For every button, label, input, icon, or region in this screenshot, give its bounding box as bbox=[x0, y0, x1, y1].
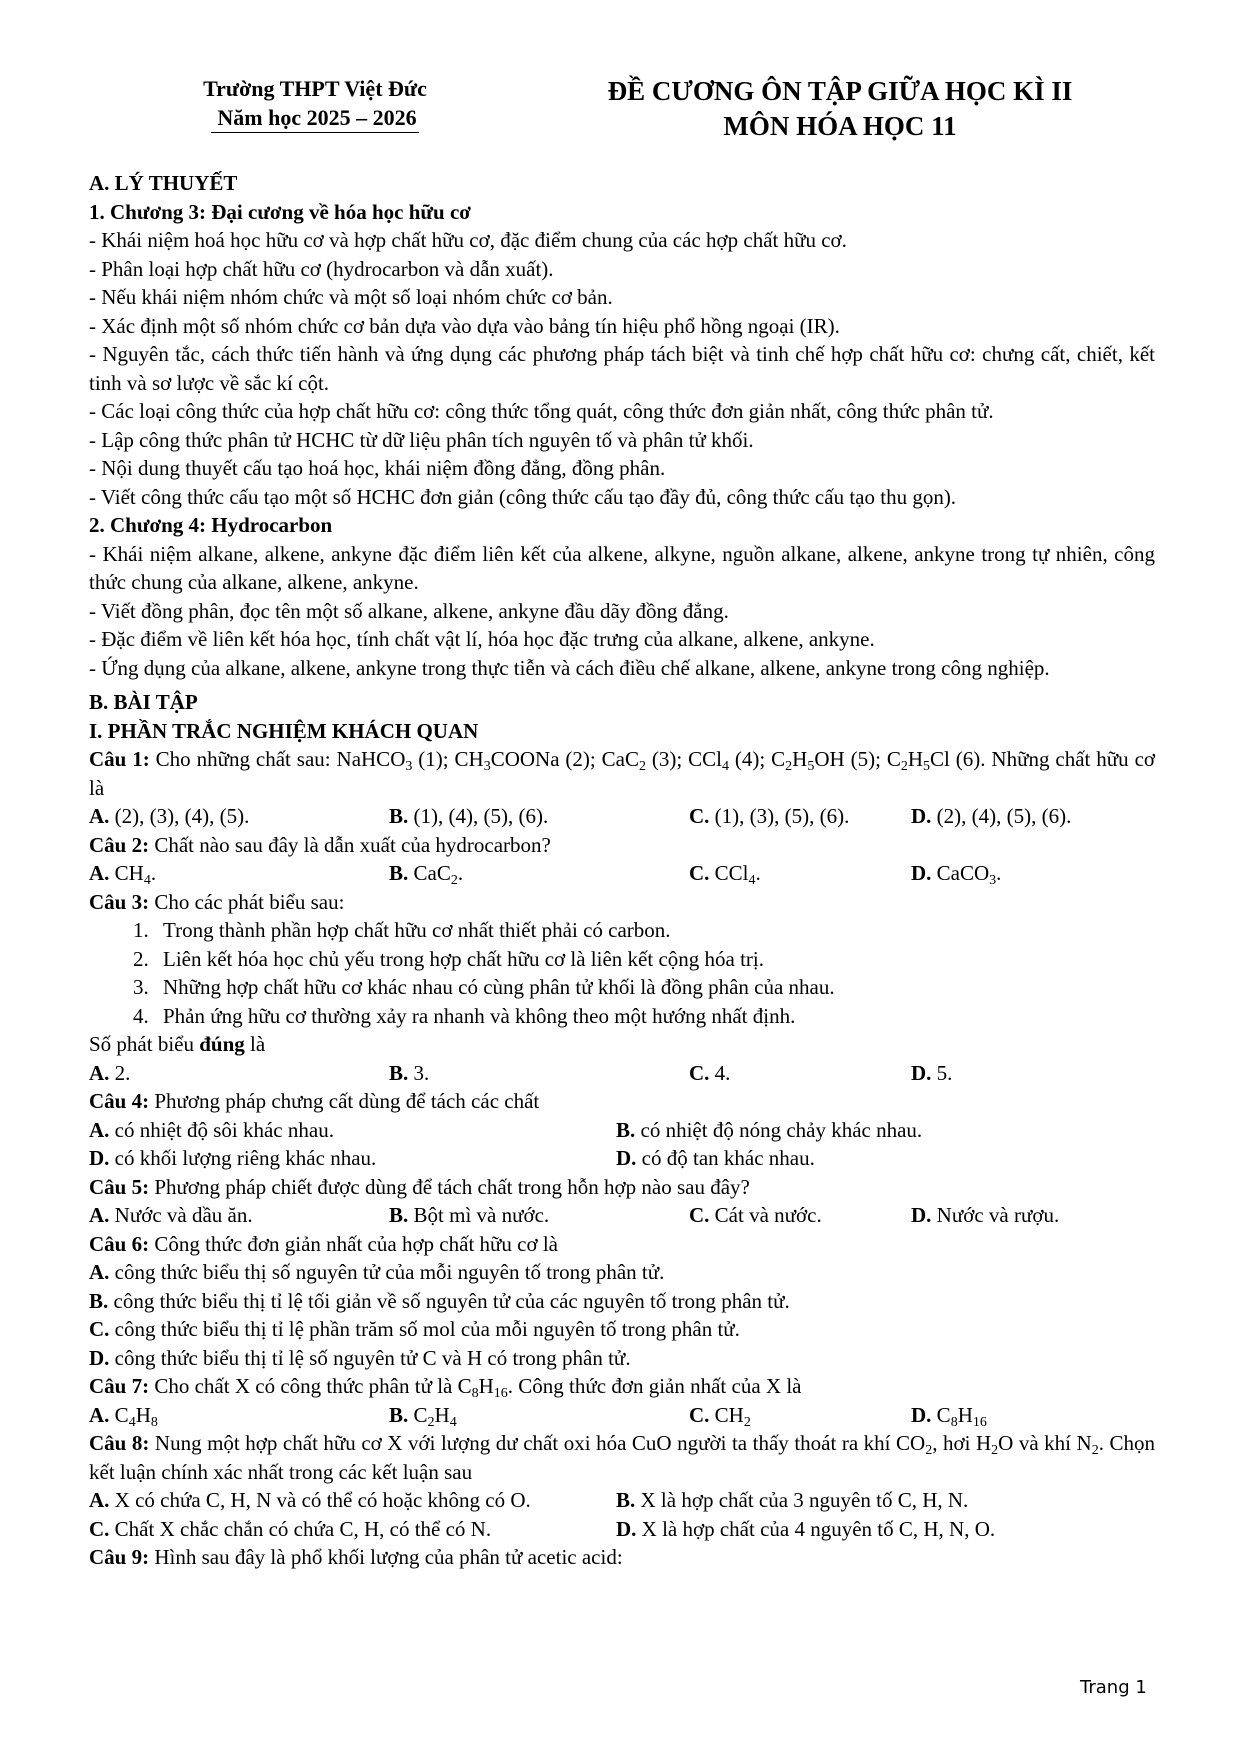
question-8 bbox=[89, 1429, 1155, 1486]
option-c bbox=[89, 1144, 616, 1173]
subscript: 16 bbox=[972, 1414, 987, 1430]
option-key: C. bbox=[89, 1516, 110, 1541]
list-item: - Lập công thức phân tử HCHC từ dữ liệu phân tích nguyên tố và phân tử khối. bbox=[89, 427, 754, 452]
option-a bbox=[89, 1258, 1155, 1287]
option-a bbox=[89, 1201, 389, 1230]
option-text: công thức biểu thị tỉ lệ phần trăm số mol của mỗi nguyên tố trong phân tử. bbox=[109, 1317, 740, 1341]
title-line-2: MÔN HÓA HỌC 11 bbox=[723, 111, 957, 141]
title-line-1: ĐỀ CƯƠNG ÔN TẬP GIỮA HỌC KÌ II bbox=[607, 76, 1073, 106]
option-b bbox=[389, 802, 689, 831]
question-text: O và khí N bbox=[998, 1431, 1092, 1455]
option-text: có khối lượng riêng khác nhau. bbox=[109, 1146, 377, 1170]
option-text: CH bbox=[109, 861, 144, 885]
option-key: C. bbox=[689, 1203, 710, 1227]
statement-number: 3. bbox=[133, 975, 149, 999]
option-key: B. bbox=[389, 861, 409, 885]
option-key: D. bbox=[911, 1203, 932, 1227]
option-a bbox=[89, 1401, 389, 1430]
option-text: X có chứa C, H, N và có thể có hoặc không có O. bbox=[109, 1488, 531, 1512]
option-text: (1), (3), (5), (6). bbox=[709, 804, 850, 828]
option-text: công thức biểu thị tỉ lệ tối giản về số nguyên tử của các nguyên tố trong phân tử. bbox=[108, 1288, 790, 1313]
option-key: D. bbox=[89, 1345, 110, 1370]
list-item: - Viết đồng phân, đọc tên một số alkane, alkene, ankyne đầu dãy đồng đẳng. bbox=[89, 598, 729, 623]
option-d bbox=[911, 1201, 1155, 1230]
list-item: - Viết công thức cấu tạo một số HCHC đơn giản (công thức cấu tạo đầy đủ, công thức cấu tạo thu gọn). bbox=[89, 484, 957, 509]
chapter-4-title: 2. Chương 4: Hydrocarbon bbox=[89, 513, 333, 537]
subscript: 3 bbox=[405, 759, 413, 774]
question-label: Câu 9: bbox=[89, 1545, 150, 1569]
subscript: 2 bbox=[743, 1414, 751, 1430]
option-d bbox=[911, 1401, 1155, 1430]
question-text-bold: đúng bbox=[199, 1032, 245, 1056]
option-c bbox=[689, 1201, 911, 1230]
question-3 bbox=[89, 888, 1155, 917]
subscript: 2 bbox=[991, 1443, 999, 1458]
option-key: C. bbox=[689, 861, 710, 885]
option-b bbox=[389, 859, 689, 888]
statement-number: 4. bbox=[133, 1003, 149, 1028]
option-key: D. bbox=[911, 1402, 932, 1427]
option-text: H bbox=[135, 1402, 151, 1427]
option-text: H bbox=[434, 1402, 450, 1427]
option-key: B. bbox=[89, 1288, 109, 1313]
statement-list bbox=[89, 916, 1155, 1030]
school-name: Trường THPT Việt Đức bbox=[203, 76, 427, 101]
option-text: có độ tan khác nhau. bbox=[636, 1146, 815, 1170]
option-a bbox=[89, 1059, 389, 1088]
option-key: D. bbox=[911, 861, 932, 885]
question-text: . Chọn kết luận chính xác nhất trong các kết luận sau bbox=[89, 1431, 1156, 1484]
question-6 bbox=[89, 1230, 1155, 1259]
option-d bbox=[616, 1515, 1155, 1544]
question-label: Câu 4: bbox=[89, 1089, 150, 1113]
option-text: 5. bbox=[931, 1060, 953, 1085]
question-text: , hơi H bbox=[932, 1431, 992, 1455]
subscript: 2 bbox=[639, 759, 646, 774]
option-text: . bbox=[755, 861, 761, 885]
option-text: C bbox=[408, 1402, 428, 1427]
question-label: Câu 3: bbox=[89, 889, 150, 914]
option-b bbox=[616, 1116, 1155, 1145]
option-text: X là hợp chất của 3 nguyên tố C, H, N. bbox=[635, 1488, 969, 1512]
question-text: Cho các phát biểu sau: bbox=[149, 889, 345, 914]
option-c bbox=[689, 802, 911, 831]
question-text: (3); CCl bbox=[646, 747, 722, 771]
option-a bbox=[89, 1116, 616, 1145]
question-text: Nung một hợp chất hữu cơ X với lượng dư chất oxi hóa CuO người ta thấy thoát ra khí CO bbox=[149, 1431, 926, 1455]
option-text: 3. bbox=[408, 1060, 430, 1085]
list-item: - Nguyên tắc, cách thức tiến hành và ứng dụng các phương pháp tách biệt và tinh chế hợp chất hữu cơ: chưng cất, chiết, kết tinh và sơ lược về sắc kí cột. bbox=[89, 342, 1155, 395]
option-text: CaC bbox=[408, 861, 451, 885]
option-b bbox=[89, 1287, 1155, 1316]
option-key: B. bbox=[389, 1203, 409, 1227]
option-text: X là hợp chất của 4 nguyên tố C, H, N, O. bbox=[636, 1516, 996, 1541]
list-item: - Phân loại hợp chất hữu cơ (hydrocarbon và dẫn xuất). bbox=[89, 256, 554, 281]
subscript: 16 bbox=[493, 1386, 508, 1401]
question-stem bbox=[89, 1030, 1155, 1059]
option-text: 2. bbox=[109, 1060, 131, 1085]
question-label: Câu 8: bbox=[89, 1431, 150, 1455]
subscript: 4 bbox=[748, 873, 756, 888]
option-key: B. bbox=[389, 804, 409, 828]
option-text: . bbox=[457, 861, 464, 885]
question-label: Câu 2: bbox=[89, 832, 150, 857]
question-text: OH (5); C bbox=[814, 747, 901, 771]
option-text: H bbox=[957, 1402, 973, 1427]
option-text: có nhiệt độ sôi khác nhau. bbox=[109, 1117, 334, 1142]
option-key: A. bbox=[89, 1260, 110, 1284]
option-d bbox=[616, 1144, 1155, 1173]
option-c bbox=[689, 859, 911, 888]
option-b bbox=[389, 1401, 689, 1430]
option-key: A. bbox=[89, 1117, 110, 1142]
statement-text: Liên kết hóa học chủ yếu trong hợp chất hữu cơ là liên kết cộng hóa trị. bbox=[163, 946, 764, 971]
answer-options bbox=[89, 1486, 1155, 1543]
school-header bbox=[165, 74, 465, 133]
question-text: Cho những chất sau: NaHCO bbox=[149, 747, 406, 771]
option-text: Cát và nước. bbox=[709, 1203, 822, 1227]
option-key: B. bbox=[389, 1402, 409, 1427]
statement-text: Phản ứng hữu cơ thường xảy ra nhanh và không theo một hướng nhất định. bbox=[163, 1003, 796, 1028]
answer-options bbox=[89, 802, 1155, 831]
chapter-3-title: 1. Chương 3: Đại cương về hóa học hữu cơ bbox=[89, 199, 471, 224]
statement-number: 1. bbox=[133, 918, 149, 942]
statement-text: Trong thành phần hợp chất hữu cơ nhất thiết phải có carbon. bbox=[163, 918, 671, 942]
option-text: (2), (3), (4), (5). bbox=[109, 804, 250, 828]
option-a bbox=[89, 802, 389, 831]
question-text: Cl (6). Những chất hữu cơ là bbox=[89, 747, 1155, 800]
section-theory-title: A. LÝ THUYẾT bbox=[89, 171, 238, 195]
option-text: CaCO bbox=[931, 861, 990, 885]
subscript: 3 bbox=[483, 759, 491, 774]
question-text: (1); CH bbox=[412, 747, 484, 771]
question-text: Cho chất X có công thức phân tử là C bbox=[149, 1374, 472, 1398]
option-text: Nước và rượu. bbox=[931, 1203, 1060, 1227]
option-key: A. bbox=[89, 1402, 110, 1427]
document-title bbox=[570, 74, 1110, 144]
option-key: A. bbox=[89, 861, 110, 885]
option-text: có nhiệt độ nóng chảy khác nhau. bbox=[635, 1117, 923, 1142]
option-c bbox=[89, 1515, 616, 1544]
option-text: Chất X chắc chắn có chứa C, H, có thể có N. bbox=[109, 1516, 492, 1541]
subscript: 2 bbox=[785, 759, 793, 774]
list-item bbox=[89, 973, 1155, 1002]
list-item: - Xác định một số nhóm chức cơ bản dựa vào dựa vào bảng tín hiệu phổ hồng ngoại (IR). bbox=[89, 313, 840, 338]
question-text: . Công thức đơn giản nhất của X là bbox=[507, 1374, 802, 1398]
subscript: 3 bbox=[989, 873, 997, 888]
question-text: H bbox=[478, 1374, 494, 1398]
question-text: Phương pháp chưng cất dùng để tách các chất bbox=[149, 1089, 540, 1113]
list-item: - Nội dung thuyết cấu tạo hoá học, khái niệm đồng đẳng, đồng phân. bbox=[89, 456, 666, 480]
option-text: C bbox=[109, 1402, 129, 1427]
option-key: A. bbox=[89, 804, 110, 828]
school-year: Năm học 2025 – 2026 bbox=[211, 103, 418, 133]
option-key: A. bbox=[89, 1060, 110, 1085]
answer-options bbox=[89, 1116, 1155, 1173]
option-text: C bbox=[931, 1402, 951, 1427]
list-item bbox=[89, 916, 1155, 945]
option-key: D. bbox=[911, 804, 932, 828]
option-d bbox=[911, 802, 1155, 831]
subscript: 2 bbox=[900, 759, 908, 774]
option-key: A. bbox=[89, 1203, 110, 1227]
subscript: 2 bbox=[1091, 1443, 1099, 1458]
list-item: - Khái niệm alkane, alkene, ankyne đặc điểm liên kết của alkene, alkyne, nguồn alkane, alkene, ankyne trong tự nhiên, công thức chung của alkane, alkene, ankyne. bbox=[89, 541, 1155, 594]
section-exercises-title: B. BÀI TẬP bbox=[89, 690, 198, 714]
option-text: . bbox=[996, 861, 1002, 885]
option-key: D. bbox=[89, 1146, 110, 1170]
option-d bbox=[911, 859, 1155, 888]
question-text: (4); C bbox=[729, 747, 786, 771]
subscript: 4 bbox=[449, 1414, 457, 1430]
option-text: CH bbox=[709, 1402, 744, 1427]
option-key: D. bbox=[911, 1060, 932, 1085]
question-text: Công thức đơn giản nhất của hợp chất hữu cơ là bbox=[149, 1231, 558, 1256]
option-key: B. bbox=[616, 1117, 636, 1142]
option-text: Bột mì và nước. bbox=[408, 1203, 550, 1227]
list-item: - Khái niệm hoá học hữu cơ và hợp chất hữu cơ, đặc điểm chung của các hợp chất hữu cơ. bbox=[89, 228, 847, 252]
option-c bbox=[689, 1401, 911, 1430]
option-c bbox=[689, 1059, 911, 1088]
question-4 bbox=[89, 1087, 1155, 1116]
option-a bbox=[89, 1486, 616, 1515]
option-d bbox=[911, 1059, 1155, 1088]
statement-text: Những hợp chất hữu cơ khác nhau có cùng phân tử khối là đồng phân của nhau. bbox=[163, 975, 835, 999]
page-number: Trang 1 bbox=[1080, 1677, 1147, 1698]
question-label: Câu 6: bbox=[89, 1231, 150, 1256]
option-text: (1), (4), (5), (6). bbox=[408, 804, 549, 828]
question-text: Chất nào sau đây là dẫn xuất của hydrocarbon? bbox=[149, 832, 551, 857]
question-text: Phương pháp chiết được dùng để tách chất trong hỗn hợp nào sau đây? bbox=[149, 1174, 750, 1199]
subscript: 8 bbox=[150, 1414, 158, 1430]
option-key: D. bbox=[616, 1146, 637, 1170]
option-key: B. bbox=[616, 1488, 636, 1512]
subscript: 2 bbox=[925, 1443, 933, 1458]
option-b bbox=[616, 1486, 1155, 1515]
subscript: 4 bbox=[143, 873, 151, 888]
option-text: công thức biểu thị số nguyên tử của mỗi nguyên tố trong phân tử. bbox=[109, 1260, 665, 1284]
question-7 bbox=[89, 1372, 1155, 1401]
question-text: H bbox=[792, 747, 808, 771]
list-item bbox=[89, 1002, 1155, 1031]
question-text: COONa (2); CaC bbox=[490, 747, 639, 771]
question-label: Câu 1: bbox=[89, 747, 150, 771]
option-a bbox=[89, 859, 389, 888]
question-text: là bbox=[244, 1032, 266, 1056]
list-item bbox=[89, 945, 1155, 974]
question-2 bbox=[89, 831, 1155, 860]
option-text: . bbox=[150, 861, 157, 885]
option-key: B. bbox=[389, 1060, 409, 1085]
question-label: Câu 7: bbox=[89, 1374, 150, 1398]
option-c bbox=[89, 1315, 1155, 1344]
subscript: 8 bbox=[950, 1414, 958, 1430]
option-text: (2), (4), (5), (6). bbox=[931, 804, 1072, 828]
answer-options bbox=[89, 1059, 1155, 1088]
option-d bbox=[89, 1344, 1155, 1373]
subscript: 2 bbox=[427, 1414, 435, 1430]
list-item: - Đặc điểm về liên kết hóa học, tính chất vật lí, hóa học đặc trưng của alkane, alkene, ankyne. bbox=[89, 627, 875, 651]
document-body bbox=[89, 169, 1155, 1572]
option-text: 4. bbox=[709, 1060, 731, 1085]
option-key: C. bbox=[89, 1317, 110, 1341]
option-text: công thức biểu thị tỉ lệ số nguyên tử C và H có trong phân tử. bbox=[109, 1345, 631, 1370]
question-9 bbox=[89, 1543, 1155, 1572]
question-text: Hình sau đây là phổ khối lượng của phân tử acetic acid: bbox=[149, 1545, 623, 1569]
question-text: H bbox=[907, 747, 924, 771]
option-text: Nước và dầu ăn. bbox=[109, 1203, 253, 1227]
option-key: C. bbox=[689, 1402, 710, 1427]
subscript: 4 bbox=[128, 1414, 136, 1430]
option-key: C. bbox=[689, 804, 710, 828]
subscript: 5 bbox=[923, 759, 931, 774]
question-5 bbox=[89, 1173, 1155, 1202]
question-1 bbox=[89, 745, 1155, 802]
subscript: 2 bbox=[450, 873, 458, 888]
answer-options bbox=[89, 1201, 1155, 1230]
subscript: 4 bbox=[722, 759, 729, 774]
answer-options bbox=[89, 1401, 1155, 1430]
statement-number: 2. bbox=[133, 946, 149, 971]
subscript: 8 bbox=[471, 1386, 479, 1401]
list-item: - Các loại công thức của hợp chất hữu cơ: công thức tổng quát, công thức đơn giản nhất, công thức phân tử. bbox=[89, 399, 994, 423]
option-key: D. bbox=[616, 1516, 637, 1541]
part-1-title: I. PHẦN TRẮC NGHIỆM KHÁCH QUAN bbox=[89, 718, 479, 743]
option-b bbox=[389, 1059, 689, 1088]
list-item: - Nếu khái niệm nhóm chức và một số loại nhóm chức cơ bản. bbox=[89, 285, 613, 309]
list-item: - Ứng dụng của alkane, alkene, ankyne trong thực tiễn và cách điều chế alkane, alkene, ankyne trong công nghiệp. bbox=[89, 655, 1050, 680]
option-key: C. bbox=[689, 1060, 710, 1085]
option-key: A. bbox=[89, 1488, 110, 1512]
answer-options bbox=[89, 859, 1155, 888]
question-text: Số phát biểu bbox=[89, 1032, 200, 1056]
option-text: CCl bbox=[709, 861, 749, 885]
question-label: Câu 5: bbox=[89, 1174, 150, 1199]
option-b bbox=[389, 1201, 689, 1230]
subscript: 5 bbox=[807, 759, 815, 774]
